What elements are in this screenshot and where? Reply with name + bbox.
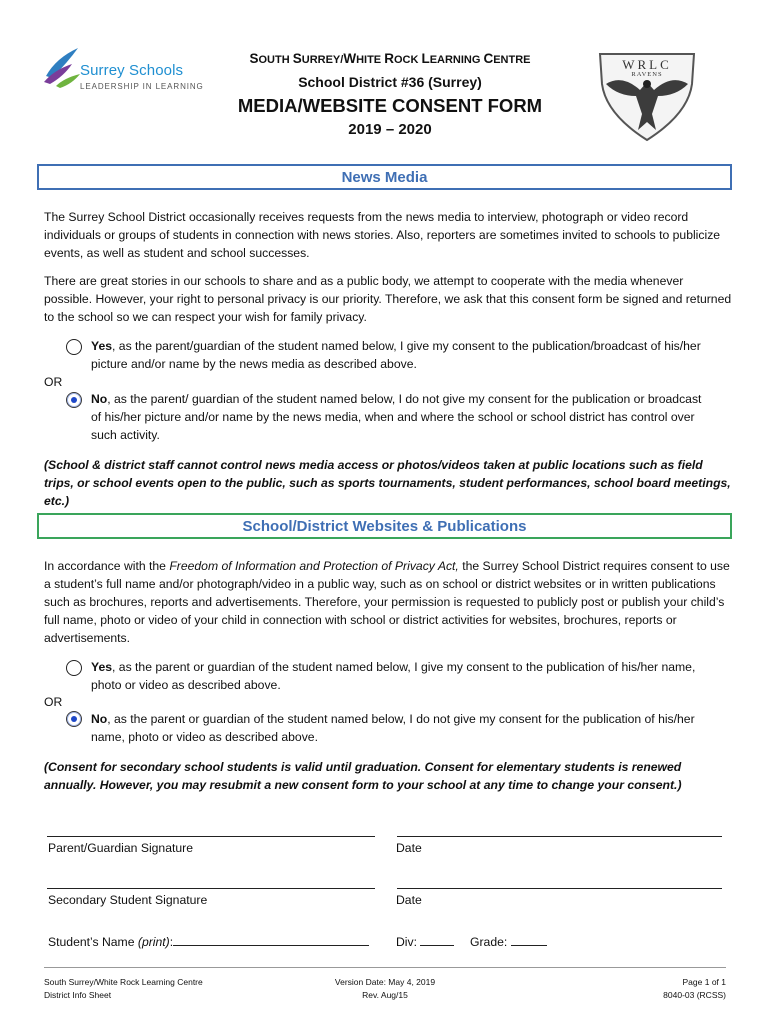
crest-subtitle: RAVENS: [631, 71, 663, 78]
websites-heading: School/District Websites & Publications: [37, 513, 732, 539]
web-yes-option: Yes, as the parent or guardian of the student named below, I give my consent to the publication of his/her name, photo or video as described above.: [91, 660, 696, 692]
footer-center: Version Date: May 4, 2019 Rev. Aug/15: [334, 977, 436, 1000]
student-name-field: Student’s Name (print):: [48, 935, 369, 949]
form-title: MEDIA/WEBSITE CONSENT FORM: [237, 95, 543, 116]
web-yes-radio[interactable]: [66, 660, 82, 676]
student-signature-line[interactable]: [47, 888, 375, 889]
school-district: School District #36 (Surrey): [298, 74, 482, 90]
student-name-blank[interactable]: [173, 945, 369, 946]
news-paragraph-1: The Surrey School District occasionally receives requests from the news media to interview, photograph or video record individuals or groups of students in connection with news stories. Also, reporters are sometimes invited to schools to publicize events, as well as student and school successes.: [44, 210, 721, 260]
news-no-radio[interactable]: [66, 392, 82, 408]
date-label-1: Date: [396, 841, 422, 855]
news-yes-radio[interactable]: [66, 339, 82, 355]
websites-paragraph: In accordance with the Freedom of Information and Protection of Privacy Act, the Surrey School District requires consent to use a student’s full name and/or photograph/video in a public way, such as on school or district websites or in written publications such as brochures, reports and advertisements. Therefore, your permission is requested to publicly post or publish your child’s full name, photo or video of your child in connection with school or district activities for websites, brochures, reports or advertisements.: [44, 559, 730, 645]
surrey-logo-icon: [42, 46, 82, 88]
grade-field: Grade:: [470, 935, 547, 949]
div-blank[interactable]: [420, 945, 454, 946]
logo-tagline: LEADERSHIP IN LEARNING: [80, 82, 204, 91]
student-signature-label: Secondary Student Signature: [48, 893, 208, 907]
date-line-1[interactable]: [397, 836, 722, 837]
div-field: Div:: [396, 935, 454, 949]
news-no-option: No, as the parent/ guardian of the student named below, I do not give my consent for the publication or broadcast of his/her picture and/or name by the news media, when and where the school or school district has control over such activity.: [91, 392, 702, 442]
centre-name: SOUTH SURREY/WHITE ROCK LEARNING CENTRE: [249, 51, 531, 66]
date-line-2[interactable]: [397, 888, 722, 889]
footer-divider: [44, 967, 726, 968]
grade-blank[interactable]: [511, 945, 547, 946]
crest-title: WRLC: [622, 57, 672, 72]
wrlc-ravens-crest: [592, 44, 702, 144]
logo-wordmark: Surrey Schools: [80, 62, 184, 79]
parent-signature-label: Parent/Guardian Signature: [48, 841, 193, 855]
news-note: (School & district staff cannot control news media access or photos/videos taken at public locations such as field trips, or school events open to the public, such as sports tournaments, student performances, school board meetings, etc.): [44, 458, 731, 508]
footer-left: South Surrey/White Rock Learning Centre District Info Sheet: [44, 977, 203, 1000]
news-media-heading: News Media: [37, 164, 732, 190]
footer-right: Page 1 of 1 8040-03 (RCSS): [663, 977, 726, 1000]
parent-signature-line[interactable]: [47, 836, 375, 837]
news-or-label: OR: [44, 375, 63, 389]
school-year: 2019 – 2020: [348, 121, 432, 138]
web-note: (Consent for secondary school students is valid until graduation. Consent for elementary students is renewed annually. However, you may resubmit a new consent form to your school at any time to change your consent.): [44, 760, 682, 792]
news-paragraph-2: There are great stories in our schools to share and as a public body, we attempt to cooperate with the media whenever possible. However, your right to personal privacy is our priority. Therefore, we ask that this consent form be signed and returned to the school so we can respect your wish for family privacy.: [44, 274, 732, 324]
web-no-radio[interactable]: [66, 711, 82, 727]
web-or-label: OR: [44, 695, 63, 709]
web-no-option: No, as the parent or guardian of the student named below, I do not give my consent for the publication of his/her name, photo or video as described above.: [91, 712, 695, 744]
surrey-schools-logo: [42, 44, 212, 94]
date-label-2: Date: [396, 893, 422, 907]
news-yes-option: Yes, as the parent/guardian of the student named below, I give my consent to the publication/broadcast of his/her picture and/or name by the news media as described above.: [91, 339, 701, 371]
